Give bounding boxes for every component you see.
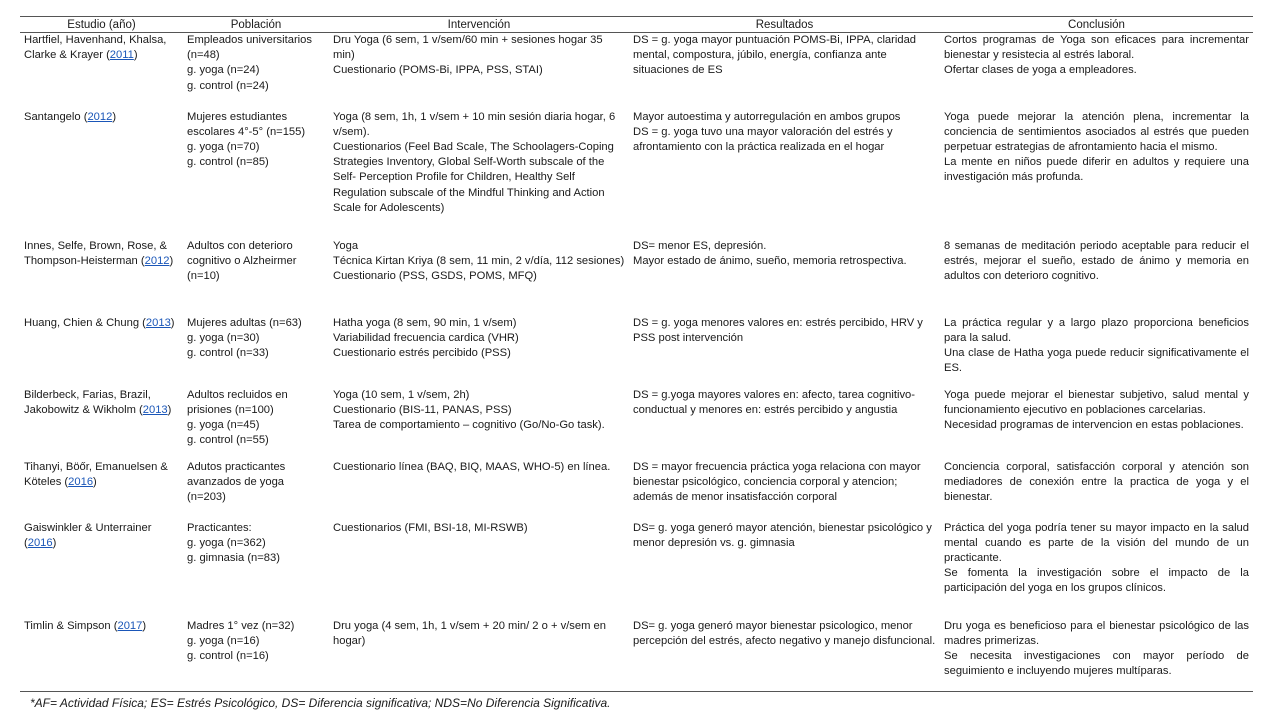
- cell-results-line: DS = g. yoga mayor puntuación POMS-Bi, IPPA, claridad mental, compostura, júbilo, energía, confianza ante situaciones de ES: [633, 34, 917, 77]
- cell-conclusion-line: Se necesita investigaciones con mayor período de seguimiento e incluyendo mujeres multíparas.: [944, 649, 1249, 678]
- cell-conclusion: [940, 33, 1253, 110]
- study-paren-close: ): [93, 475, 97, 488]
- cell-study: [20, 316, 183, 388]
- header-intervencion: Intervención: [329, 17, 629, 33]
- cell-study: [20, 521, 183, 619]
- cell-population: [183, 239, 329, 316]
- cell-intervention: [329, 239, 629, 316]
- cell-intervention: [329, 521, 629, 619]
- cell-study: [20, 110, 183, 239]
- cell-study: [20, 388, 183, 460]
- cell-study: [20, 239, 183, 316]
- cell-results-line: DS= g. yoga generó mayor bienestar psicologico, menor percepción del estrés, afecto negativo y manejo disfuncional.: [633, 619, 936, 647]
- study-authors: Hartfiel, Havenhand, Khalsa, Clarke & Krayer (: [24, 34, 167, 62]
- study-authors: Bilderbeck, Farias, Brazil, Jakobowitz & Wikholm (: [24, 388, 151, 416]
- cell-results-line: Mayor autoestima y autorregulación en ambos grupos: [633, 110, 901, 123]
- study-year-link[interactable]: 2011: [109, 49, 134, 62]
- study-authors: Santangelo (: [24, 110, 88, 123]
- cell-population: [183, 388, 329, 460]
- study-paren-close: ): [167, 403, 172, 416]
- cell-population-line: Mujeres estudiantes escolares 4°-5° (n=155): [187, 110, 306, 138]
- studies-table: [20, 16, 1253, 692]
- study-paren-close: ): [133, 49, 138, 62]
- study-year-link[interactable]: 2017: [117, 619, 143, 632]
- study-paren-close: ): [112, 110, 117, 123]
- table-row: [20, 239, 1253, 316]
- cell-results-line: DS = g.yoga mayores valores en: afecto, tarea cognitivo-conductual y menores en: estrés percibido y angustia: [633, 388, 916, 416]
- cell-results: [629, 33, 940, 110]
- cell-conclusion: [940, 316, 1253, 388]
- table-row: [20, 33, 1253, 110]
- cell-intervention-line: Hatha yoga (8 sem, 90 min, 1 v/sem): [333, 316, 517, 329]
- cell-population-line: Adultos recluidos en prisiones (n=100): [187, 388, 288, 416]
- cell-results-line: DS= g. yoga generó mayor atención, bienestar psicológico y menor depresión vs. g. gimnasia: [633, 521, 932, 549]
- studies-table-wrapper: [20, 16, 1253, 692]
- cell-intervention-line: Cuestionario (BIS-11, PANAS, PSS): [333, 403, 512, 416]
- cell-intervention-line: Yoga (8 sem, 1h, 1 v/sem + 10 min sesión diaria hogar, 6 v/sem).: [333, 110, 616, 138]
- cell-intervention: [329, 460, 629, 521]
- cell-intervention-line: Cuestionarios (FMI, BSI-18, MI-RSWB): [333, 521, 528, 534]
- cell-conclusion: [940, 110, 1253, 239]
- cell-population-line: g. control (n=33): [187, 346, 269, 359]
- cell-conclusion-line: Una clase de Hatha yoga puede reducir significativamente el ES.: [944, 346, 1249, 375]
- cell-population-line: g. gimnasia (n=83): [187, 551, 280, 564]
- cell-population-line: Adutos practicantes avanzados de yoga (n=203): [187, 460, 286, 503]
- study-authors: Gaiswinkler & Unterrainer (: [24, 521, 152, 549]
- cell-intervention-line: Yoga: [333, 239, 359, 252]
- cell-conclusion-line: Dru yoga es beneficioso para el bienestar psicológico de las madres primerizas.: [944, 619, 1249, 647]
- table-row: [20, 619, 1253, 692]
- cell-population-line: Madres 1° vez (n=32): [187, 619, 295, 632]
- cell-conclusion-line: Cortos programas de Yoga son eficaces para incrementar bienestar y resistecia al estrés laboral.: [944, 34, 1249, 62]
- cell-intervention-line: Cuestionario (POMS-Bi, IPPA, PSS, STAI): [333, 64, 543, 77]
- cell-study: [20, 619, 183, 692]
- cell-conclusion: [940, 460, 1253, 521]
- table-body: [20, 33, 1253, 692]
- cell-results-line: DS = mayor frecuencia práctica yoga relaciona con mayor bienestar psicológico, conciencia corporal y atencion; además de menor insatisfacción corporal: [633, 460, 921, 503]
- table-row: [20, 388, 1253, 460]
- cell-intervention-line: Técnica Kirtan Kriya (8 sem, 11 min, 2 v/día, 112 sesiones): [333, 254, 625, 267]
- cell-results: [629, 521, 940, 619]
- cell-conclusion-line: Se fomenta la investigación sobre el impacto de la participación del yoga en los grupos clínicos.: [944, 567, 1249, 595]
- cell-population: [183, 460, 329, 521]
- cell-intervention-line: Variabilidad frecuencia cardica (VHR): [333, 331, 519, 344]
- cell-conclusion-line: Necesidad programas de intervencion en estas poblaciones.: [944, 418, 1244, 431]
- study-paren-close: ): [169, 254, 174, 267]
- cell-conclusion-line: Yoga puede mejorar la atención plena, incrementar la conciencia de sentimientos asociados al estrés que pueden perpetuar estrategias de afrontamiento hacia el mismo.: [944, 110, 1249, 153]
- cell-population-line: Practicantes:: [187, 521, 252, 534]
- study-year-link[interactable]: 2013: [142, 403, 168, 416]
- cell-conclusion-line: Práctica del yoga podría tener su mayor impacto en la salud mental cuando es parte de la visión del mundo de un practicante.: [944, 521, 1249, 564]
- cell-intervention-line: Dru yoga (4 sem, 1h, 1 v/sem + 20 min/ 2 o + v/sem en hogar): [333, 619, 606, 647]
- cell-results-line: DS = g. yoga tuvo una mayor valoración del estrés y afrontamiento con la práctica realizada en el hogar: [633, 125, 893, 153]
- study-authors: Timlin & Simpson (: [24, 619, 118, 632]
- cell-results-line: DS = g. yoga menores valores en: estrés percibido, HRV y PSS post intervención: [633, 316, 923, 344]
- cell-intervention: [329, 316, 629, 388]
- cell-results-line: DS= menor ES, depresión.: [633, 239, 767, 252]
- cell-conclusion-line: 8 semanas de meditación periodo aceptable para reducir el estrés, mejorar el sueño, estado de ánimo y memoria en adultos con deterioro cognitivo.: [944, 239, 1249, 282]
- cell-results: [629, 239, 940, 316]
- cell-study: [20, 460, 183, 521]
- cell-intervention-line: Dru Yoga (6 sem, 1 v/sem/60 min + sesiones hogar 35 min): [333, 34, 603, 62]
- cell-population: [183, 316, 329, 388]
- cell-conclusion-line: La práctica regular y a largo plazo proporciona beneficios para la salud.: [944, 316, 1249, 344]
- header-estudio: Estudio (año): [20, 17, 183, 33]
- header-conclusion: Conclusión: [940, 17, 1253, 33]
- cell-conclusion-line: Yoga puede mejorar el bienestar subjetivo, salud mental y funcionamiento ejecutivo en poblaciones carcelarias.: [944, 388, 1249, 416]
- cell-population-line: g. yoga (n=45): [187, 418, 260, 431]
- cell-population-line: g. yoga (n=70): [187, 140, 260, 153]
- cell-intervention-line: Cuestionario estrés percibido (PSS): [333, 346, 511, 359]
- cell-population-line: g. yoga (n=24): [187, 64, 260, 77]
- table-row: [20, 460, 1253, 521]
- cell-intervention: [329, 33, 629, 110]
- cell-results: [629, 316, 940, 388]
- table-row: [20, 521, 1253, 619]
- cell-conclusion-line: Conciencia corporal, satisfacción corporal y atención son mediadores de conexión entre la practica de yoga y el bienestar.: [944, 460, 1249, 503]
- cell-population-line: g. control (n=55): [187, 434, 269, 447]
- cell-intervention-line: Cuestionarios (Feel Bad Scale, The Schoolagers-Coping Strategies Inventory, Global Self-Worth subscale of the Self- Perception Profile for Children, Healthy Self Regulation subscale of the Mindful Thinking and Action Scale for Adolescents): [333, 140, 614, 214]
- study-year-link[interactable]: 2016: [68, 475, 94, 488]
- cell-results-line: Mayor estado de ánimo, sueño, memoria retrospectiva.: [633, 254, 907, 267]
- cell-conclusion-line: Ofertar clases de yoga a empleadores.: [944, 64, 1137, 77]
- cell-intervention: [329, 388, 629, 460]
- study-authors: Tihanyi, Böőr, Emanuelsen & Köteles (: [24, 460, 168, 488]
- cell-results: [629, 460, 940, 521]
- cell-population: [183, 33, 329, 110]
- header-poblacion: Población: [183, 17, 329, 33]
- table-row: [20, 110, 1253, 239]
- header-resultados: Resultados: [629, 17, 940, 33]
- cell-population-line: g. yoga (n=30): [187, 331, 260, 344]
- cell-conclusion-line: La mente en niños puede diferir en adultos y requiere una investigación más profunda.: [944, 156, 1249, 184]
- cell-conclusion: [940, 619, 1253, 692]
- cell-intervention-line: Yoga (10 sem, 1 v/sem, 2h): [333, 388, 470, 401]
- study-year-link[interactable]: 2012: [87, 110, 113, 123]
- cell-results: [629, 619, 940, 692]
- cell-population-line: Mujeres adultas (n=63): [187, 316, 302, 329]
- study-authors: Huang, Chien & Chung (: [24, 316, 146, 329]
- cell-population: [183, 110, 329, 239]
- cell-conclusion: [940, 388, 1253, 460]
- cell-results: [629, 110, 940, 239]
- cell-population-line: g. yoga (n=362): [187, 536, 266, 549]
- table-footnote: *AF= Actividad Física; ES= Estrés Psicológico, DS= Diferencia significativa; NDS=No Diferencia Significativa.: [30, 696, 611, 710]
- cell-study: [20, 33, 183, 110]
- study-paren-close: ): [52, 536, 57, 549]
- study-year-link[interactable]: 2016: [27, 536, 53, 549]
- cell-conclusion: [940, 521, 1253, 619]
- study-paren-close: ): [170, 316, 175, 329]
- cell-population: [183, 619, 329, 692]
- study-year-link[interactable]: 2012: [144, 254, 170, 267]
- table-row: [20, 316, 1253, 388]
- cell-population-line: g. control (n=16): [187, 649, 269, 662]
- cell-population-line: Adultos con deterioro cognitivo o Alzheirmer (n=10): [187, 239, 297, 282]
- study-year-link[interactable]: 2013: [145, 316, 171, 329]
- cell-results: [629, 388, 940, 460]
- cell-population-line: Empleados universitarios (n=48): [187, 34, 312, 62]
- cell-intervention-line: Tarea de comportamiento – cognitivo (Go/No-Go task).: [333, 418, 605, 431]
- study-paren-close: ): [142, 619, 147, 632]
- cell-population: [183, 521, 329, 619]
- cell-intervention: [329, 110, 629, 239]
- cell-population-line: g. control (n=85): [187, 156, 269, 169]
- table-header-row: [20, 17, 1253, 33]
- cell-intervention-line: Cuestionario línea (BAQ, BIQ, MAAS, WHO-5) en línea.: [333, 460, 611, 473]
- cell-population-line: g. yoga (n=16): [187, 634, 260, 647]
- cell-intervention: [329, 619, 629, 692]
- cell-intervention-line: Cuestionario (PSS, GSDS, POMS, MFQ): [333, 269, 537, 282]
- study-authors: Innes, Selfe, Brown, Rose, & Thompson-Heisterman (: [24, 239, 168, 267]
- cell-conclusion: [940, 239, 1253, 316]
- cell-population-line: g. control (n=24): [187, 79, 269, 92]
